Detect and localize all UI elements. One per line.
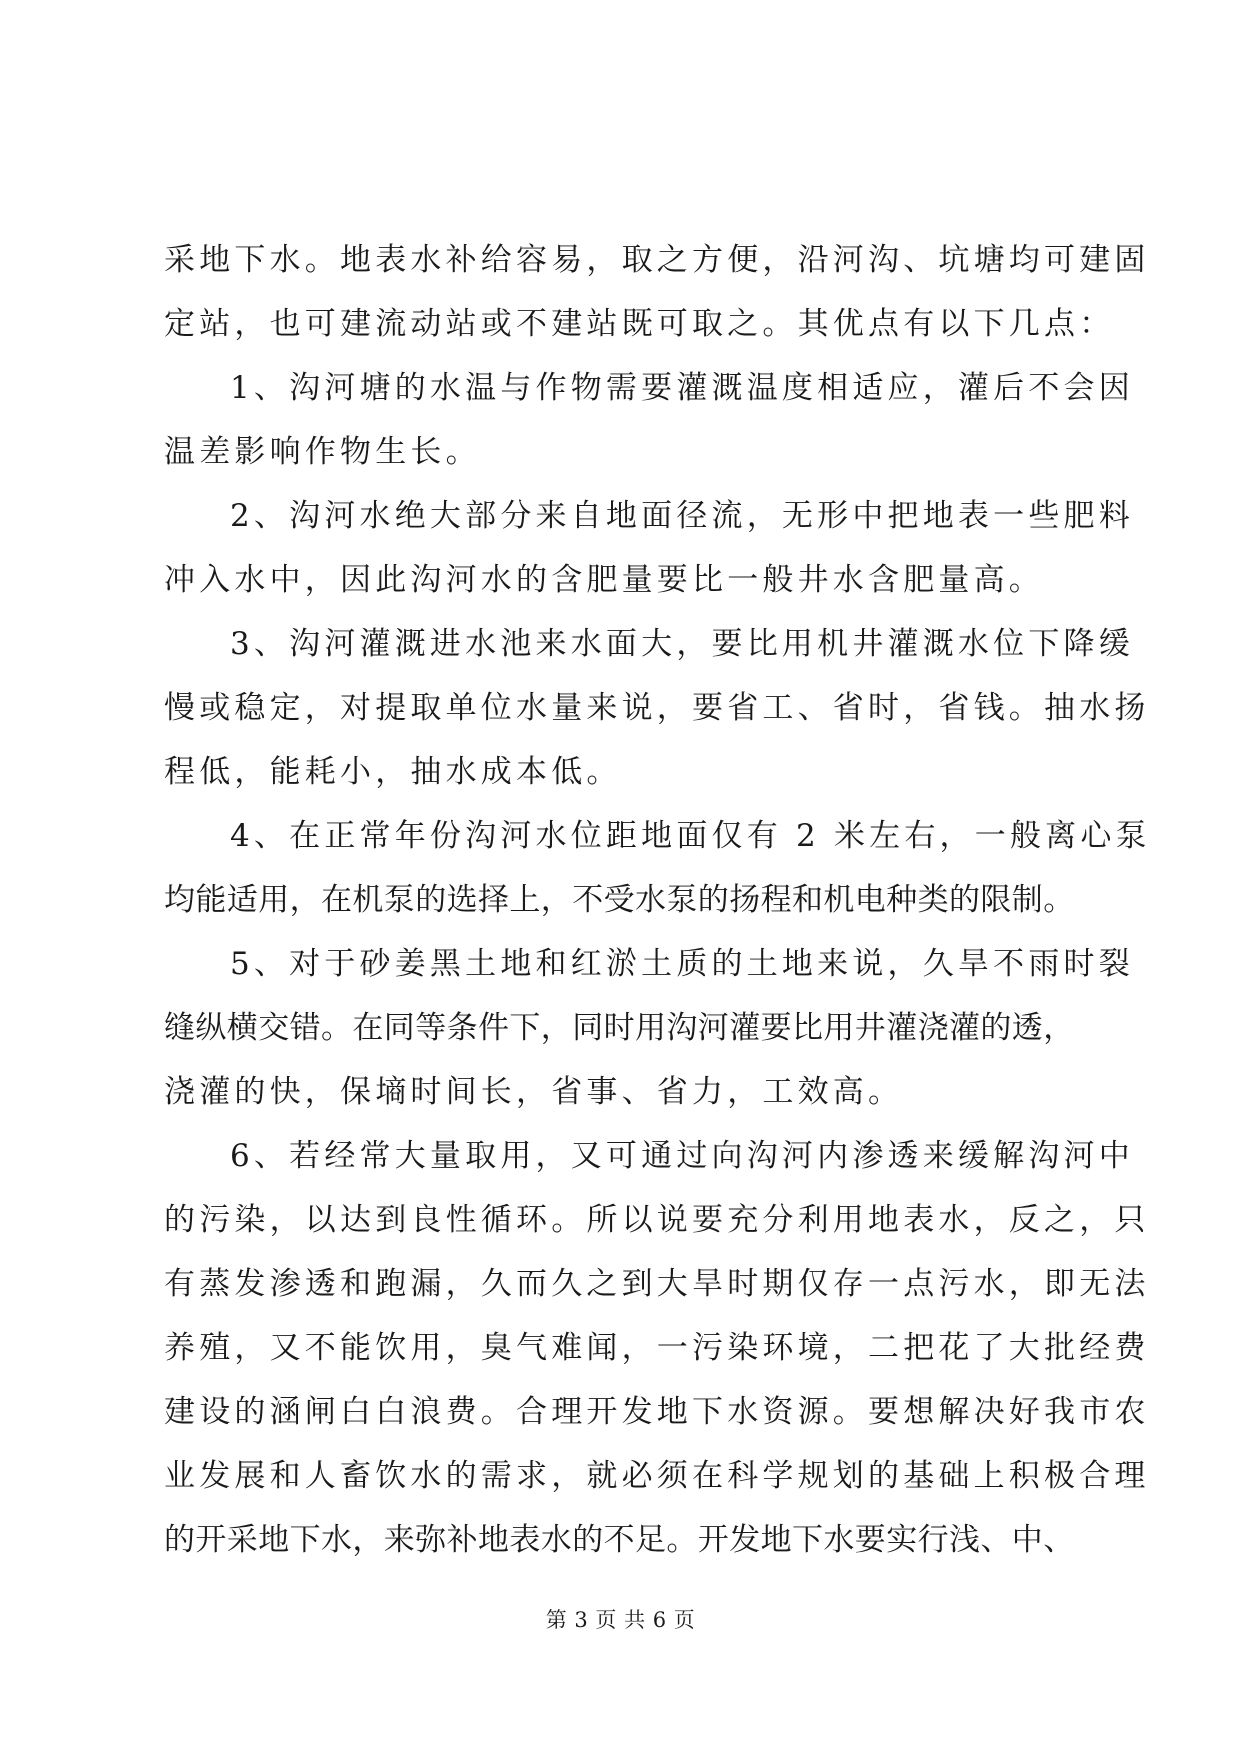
text-line: 的开采地下水，来弥补地表水的不足。开发地下水要实行浅、中、 bbox=[164, 1522, 1075, 1558]
text-line: 冲入水中，因此沟河水的含肥量要比一般井水含肥量高。 bbox=[164, 562, 1044, 598]
text-line: 3、沟河灌溉进水池来水面大，要比用机井灌溉水位下降缓 bbox=[230, 626, 1134, 662]
page-number-footer: 第 3 页 共 6 页 bbox=[545, 1608, 696, 1632]
text-line: 均能适用，在机泵的选择上，不受水泵的扬程和机电种类的限制。 bbox=[164, 882, 1075, 918]
text-line: 采地下水。地表水补给容易，取之方便，沿河沟、坑塘均可建固 bbox=[164, 242, 1150, 278]
text-line: 定站，也可建流动站或不建站既可取之。其优点有以下几点： bbox=[164, 306, 1115, 342]
text-line: 有蒸发渗透和跑漏，久而久之到大旱时期仅存一点污水，即无法 bbox=[164, 1266, 1150, 1302]
text-line: 浇灌的快，保墒时间长，省事、省力，工效高。 bbox=[164, 1074, 904, 1110]
text-line: 养殖，又不能饮用，臭气难闻，一污染环境，二把花了大批经费 bbox=[164, 1330, 1150, 1366]
text-line: 5、对于砂姜黑土地和红淤土质的土地来说，久旱不雨时裂 bbox=[230, 946, 1134, 982]
text-line: 4、在正常年份沟河水位距地面仅有 2 米左右，一般离心泵 bbox=[230, 818, 1151, 854]
text-line: 1、沟河塘的水温与作物需要灌溉温度相适应，灌后不会因 bbox=[230, 370, 1134, 406]
text-line: 温差影响作物生长。 bbox=[164, 434, 481, 470]
text-line: 慢或稳定，对提取单位水量来说，要省工、省时，省钱。抽水扬 bbox=[164, 690, 1150, 726]
text-line: 的污染，以达到良性循环。所以说要充分利用地表水，反之，只 bbox=[164, 1202, 1150, 1238]
text-line: 2、沟河水绝大部分来自地面径流，无形中把地表一些肥料 bbox=[230, 498, 1134, 534]
body-text bbox=[164, 228, 1151, 1572]
text-line: 建设的涵闸白白浪费。合理开发地下水资源。要想解决好我市农 bbox=[164, 1394, 1150, 1430]
text-line: 业发展和人畜饮水的需求，就必须在科学规划的基础上积极合理 bbox=[164, 1458, 1150, 1494]
text-line: 缝纵横交错。在同等条件下，同时用沟河灌要比用井灌浇灌的透， bbox=[164, 1010, 1075, 1046]
text-line: 程低，能耗小，抽水成本低。 bbox=[164, 754, 622, 790]
text-line: 6、若经常大量取用，又可通过向沟河内渗透来缓解沟河中 bbox=[230, 1138, 1134, 1174]
